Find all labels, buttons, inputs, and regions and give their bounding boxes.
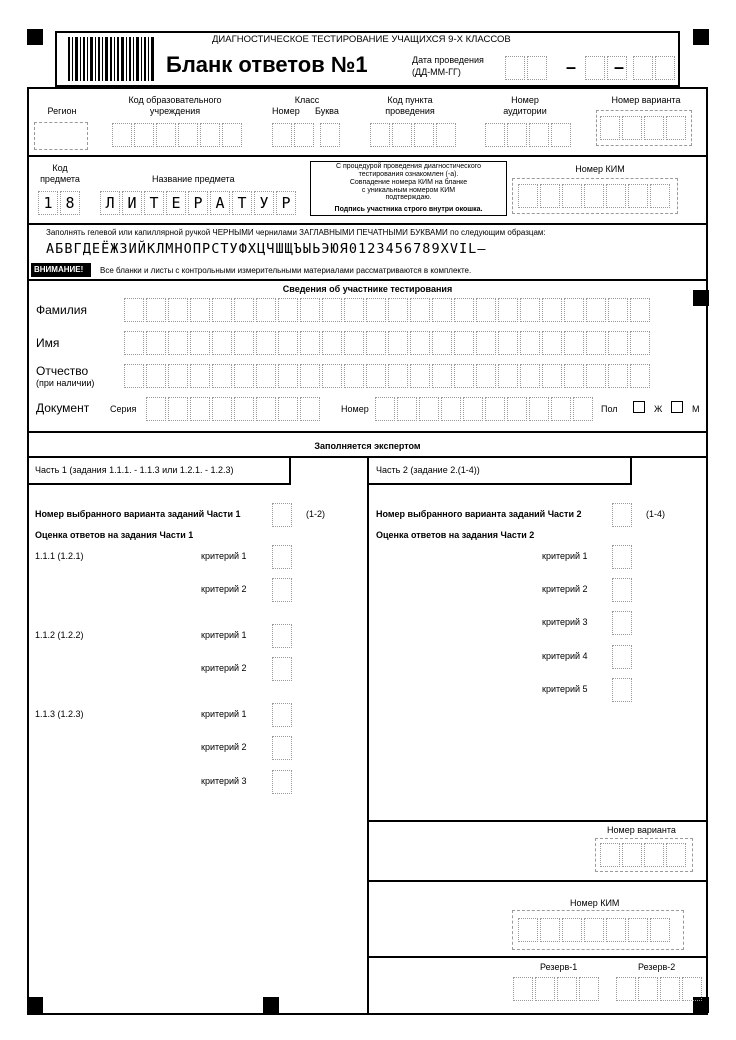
- kim-label-top: Номер КИМ: [575, 164, 625, 174]
- point-code-label-2: проведения: [385, 106, 435, 116]
- part2-crit-2-field[interactable]: [612, 578, 632, 602]
- notice-line-3: Совпадение номера КИМ на бланке: [349, 179, 468, 186]
- bottom-variant-label: Номер варианта: [607, 825, 676, 835]
- name-label: Имя: [36, 336, 60, 350]
- part2-scores-label: Оценка ответов на задания Части 2: [376, 530, 535, 540]
- part2-crit-4-field[interactable]: [612, 645, 632, 669]
- task-3-label: 1.1.3 (1.2.3): [35, 709, 84, 719]
- barcode: [68, 37, 154, 81]
- task-2-crit-1-label: критерий 1: [201, 630, 247, 640]
- class-number-label: Номер: [272, 106, 300, 116]
- room-label-1: Номер: [511, 95, 539, 105]
- notice-line-1: С процедурой проведения диагностического: [335, 163, 482, 170]
- warning-badge-text: ВНИМАНИЕ!: [34, 265, 84, 274]
- class-number-field[interactable]: [272, 123, 316, 147]
- part2-crit-5-field[interactable]: [612, 678, 632, 702]
- subject-letter[interactable]: Е: [166, 191, 186, 215]
- part1-title: [35, 465, 233, 476]
- notice-line-5: подтверждаю.: [385, 195, 432, 200]
- task-1-label: 1.1.1 (1.2.1): [35, 551, 84, 561]
- instructions-text: Заполнять гелевой или капиллярной ручкой ЧЕРНЫМИ чернилами ЗАГЛАВНЫМИ ПЕЧАТНЫМИ БУКВАМИ по следующим образцам:: [46, 228, 546, 237]
- room-label-2: аудитории: [503, 106, 547, 116]
- school-code-label-1: Код образовательного: [128, 95, 222, 105]
- male-checkbox[interactable]: [671, 401, 683, 413]
- subject-code-digit-1[interactable]: 1: [38, 191, 58, 215]
- part2-title-rest: (задание 2.(1-4)): [407, 465, 480, 475]
- part2-title: [376, 465, 480, 476]
- series-field[interactable]: [146, 397, 322, 421]
- subject-letter[interactable]: У: [254, 191, 274, 215]
- document-label: Документ: [36, 401, 90, 415]
- form-title: Бланк ответов №1: [166, 52, 368, 77]
- date-day-field[interactable]: [505, 56, 549, 80]
- school-code-field[interactable]: [112, 123, 244, 147]
- task-1-crit-2-label: критерий 2: [201, 584, 247, 594]
- reserve-1-label: Резерв-1: [540, 962, 578, 972]
- subject-letter[interactable]: Р: [276, 191, 296, 215]
- date-dash-1: –: [566, 57, 577, 77]
- notice-line-2: тестирования ознакомлен (-а).: [358, 171, 459, 178]
- task-2-crit-2-label: критерий 2: [201, 663, 247, 673]
- name-field[interactable]: [124, 331, 652, 355]
- patronymic-label: Отчество: [36, 364, 89, 378]
- room-field[interactable]: [485, 123, 573, 147]
- subject-letter[interactable]: Р: [188, 191, 208, 215]
- subject-code-label-1: Код: [52, 163, 68, 173]
- divider-4: [27, 431, 708, 433]
- part2-crit-3-field[interactable]: [612, 611, 632, 635]
- variant-field[interactable]: [600, 116, 688, 140]
- subject-code-field[interactable]: [38, 191, 82, 215]
- date-label: Дата проведения: [412, 55, 484, 65]
- bottom-variant-field[interactable]: [600, 843, 688, 867]
- female-label: Ж: [654, 404, 663, 414]
- participant-section-title: Сведения об участнике тестирования: [282, 284, 453, 294]
- subject-letter[interactable]: Т: [232, 191, 252, 215]
- task-2-label: 1.1.2 (1.2.2): [35, 630, 84, 640]
- divider-7: [367, 880, 708, 882]
- reserve-1-field[interactable]: [513, 977, 601, 1001]
- divider-2: [27, 223, 708, 225]
- number-label: Номер: [341, 404, 369, 414]
- region-label: Регион: [47, 106, 77, 116]
- task-3-crit-3-field[interactable]: [272, 770, 292, 794]
- task-1-crit-1-field[interactable]: [272, 545, 292, 569]
- subject-letter[interactable]: А: [210, 191, 230, 215]
- corner-mark-top-left: [27, 29, 43, 45]
- task-2-crit-2-field[interactable]: [272, 657, 292, 681]
- region-field[interactable]: [34, 122, 88, 150]
- part1-title-bold: Часть 1: [35, 465, 67, 475]
- class-label: Класс: [294, 95, 320, 105]
- subject-code-digit-2[interactable]: 8: [60, 191, 80, 215]
- task-3-crit-3-label: критерий 3: [201, 776, 247, 786]
- corner-mark-top-right: [693, 29, 709, 45]
- vertical-divider: [367, 456, 369, 1015]
- date-year-field[interactable]: [633, 56, 677, 80]
- part2-title-bold: Часть 2: [376, 465, 408, 475]
- notice-line-4: с уникальным номером КИМ: [361, 187, 456, 194]
- bottom-kim-label: Номер КИМ: [570, 898, 620, 908]
- subject-code-label-2: предмета: [40, 174, 80, 184]
- surname-field[interactable]: [124, 298, 652, 322]
- org-title: ДИАГНОСТИЧЕСКОЕ ТЕСТИРОВАНИЕ УЧАЩИХСЯ 9-Х КЛАССОВ: [212, 34, 511, 45]
- sample-letters: АБВГДЕЁЖЗИЙКЛМНОПРСТУФХЦЧШЩЪЫЬЭЮЯ0123456789XVIL–: [46, 241, 487, 257]
- part2-crit-5-label: критерий 5: [542, 684, 588, 694]
- subject-name-field[interactable]: [100, 191, 298, 215]
- class-letter-label: Буква: [315, 106, 339, 116]
- warning-text: Все бланки и листы с контрольными измерительными материалами рассматриваются в комплекте.: [100, 266, 472, 275]
- number-field[interactable]: [375, 397, 595, 421]
- part2-variant-field[interactable]: [612, 503, 632, 527]
- part2-variant-range: (1-4): [646, 509, 666, 519]
- bottom-kim-field[interactable]: [518, 918, 672, 942]
- task-3-crit-2-label: критерий 2: [201, 742, 247, 752]
- series-label: Серия: [110, 404, 137, 414]
- male-label: М: [692, 404, 700, 414]
- notice-sign: Подпись участника строго внутри окошка.: [334, 206, 483, 213]
- variant-label: Номер варианта: [611, 95, 681, 105]
- part1-variant-range: (1-2): [306, 509, 326, 519]
- patronymic-field[interactable]: [124, 364, 652, 388]
- part2-crit-2-label: критерий 2: [542, 584, 588, 594]
- part2-crit-1-label: критерий 1: [542, 551, 588, 561]
- class-letter-field[interactable]: [320, 123, 342, 147]
- kim-field-top[interactable]: [518, 184, 672, 208]
- part1-variant-field[interactable]: [272, 503, 292, 527]
- point-code-field[interactable]: [370, 123, 458, 147]
- part2-crit-1-field[interactable]: [612, 545, 632, 569]
- part1-variant-label: Номер выбранного варианта заданий Части 1: [35, 509, 241, 519]
- divider-1: [27, 155, 708, 157]
- reserve-2-field[interactable]: [616, 977, 704, 1001]
- part2-crit-3-label: критерий 3: [542, 617, 588, 627]
- subject-name-label: Название предмета: [152, 174, 235, 184]
- female-checkbox[interactable]: [633, 401, 645, 413]
- point-code-label-1: Код пункта: [387, 95, 433, 105]
- divider-6: [367, 820, 708, 822]
- task-3-crit-2-field[interactable]: [272, 736, 292, 760]
- divider-8: [367, 956, 708, 958]
- date-dash-2: –: [614, 57, 625, 77]
- gender-label: Пол: [601, 404, 618, 414]
- surname-label: Фамилия: [36, 303, 87, 317]
- school-code-label-2: учреждения: [149, 106, 201, 116]
- part1-title-rest: (задания 1.1.1. - 1.1.3 или 1.2.1. - 1.2.3): [66, 465, 234, 475]
- task-1-crit-2-field[interactable]: [272, 578, 292, 602]
- date-format-label: (ДД-ММ-ГГ): [412, 67, 461, 77]
- expert-section-title: Заполняется экспертом: [314, 441, 421, 451]
- divider-3: [27, 279, 708, 281]
- patronymic-note: (при наличии): [36, 378, 95, 388]
- task-1-crit-1-label: критерий 1: [201, 551, 247, 561]
- subject-letter[interactable]: И: [122, 191, 142, 215]
- task-3-crit-1-field[interactable]: [272, 703, 292, 727]
- task-2-crit-1-field[interactable]: [272, 624, 292, 648]
- reserve-2-label: Резерв-2: [638, 962, 676, 972]
- part1-scores-label: Оценка ответов на задания Части 1: [35, 530, 194, 540]
- subject-letter[interactable]: Л: [100, 191, 120, 215]
- part2-crit-4-label: критерий 4: [542, 651, 588, 661]
- part2-variant-label: Номер выбранного варианта заданий Части 2: [376, 509, 582, 519]
- subject-letter[interactable]: Т: [144, 191, 164, 215]
- task-3-crit-1-label: критерий 1: [201, 709, 247, 719]
